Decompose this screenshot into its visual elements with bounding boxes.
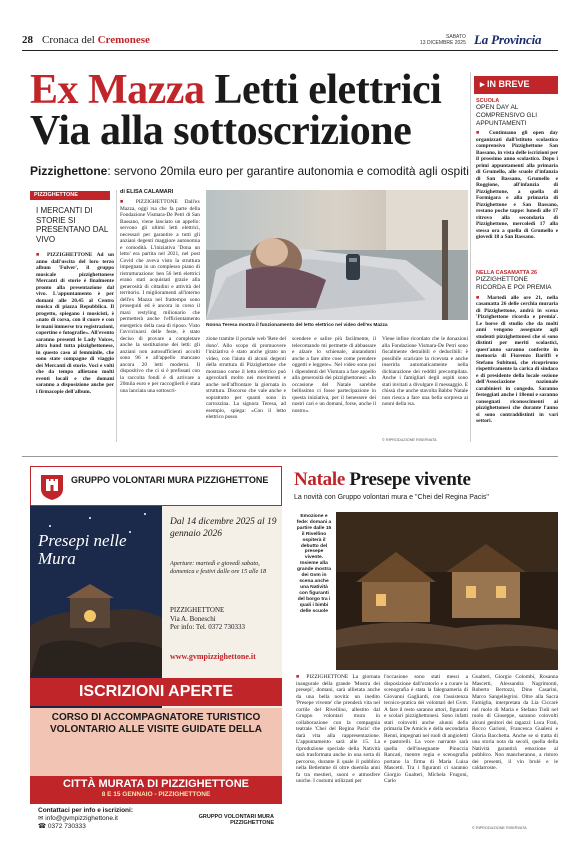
ad-brand-bar (30, 466, 282, 506)
advertisement (30, 466, 282, 828)
square-icon: ■ (120, 199, 129, 205)
article-col-1: ■ PIZZIGHETTONE Dall'ex Mazza, oggi rsa che fa parte della Fondazione Vismara-De Petri di San Bassano, viene lanciato un appello: servono gli ultimi letti elettrici, necessari per garantire a tutti gli anziani degenti maggiore autonomia e comodità. L'iniziativa 'Dona un letto' era partita nel 2021, nel post Covid che aveva visto la struttura impegnata in un complesso piano di ristrutturazione: ben 56 letti elettrici erano stati acquistati grazie alla generosità di cittadini e attività del territorio. I miglioramenti all'interno dell'ex Mazza nel frattempo sono proseguiti ed è ancora in corso il maxi restyling milionario che permetterà anche l'efficientamento energetico della casa di riposo. Visto l'avvicinarsi delle feste, è stato deciso di provare a completare anche la sostituzione dei letti: gli anziani non autosufficienti accolti sono 96 e all'appello mancano ancora 20 letti moderni. Il dispositivo che ci si è prefissati con la raccolta fondi è di arrivare a 20mila euro e per raccoglierli è stata una lanciata una sottoscri- (120, 199, 200, 394)
section-title (42, 34, 150, 46)
headline-line2: Via alla sottoscrizione (30, 108, 412, 154)
ad-dates: Dal 14 dicembre 2025 al 19 gennaio 2026 (170, 517, 277, 539)
ad-opening-hours: Aperture: martedì e giovedì sabato, domenica e festivi dalle ore 15 alle 18 (170, 560, 267, 575)
issue-date (420, 34, 466, 46)
natale-col-1: ■ PIZZIGHETTONE La giornata inaugurale della grande 'Mostra dei presepi', domani, sarà allietata anche da una bella novità: un inedito 'Presepe vivente' che prenderà vita nel cortile del Rivellino, allestito dal Gruppo volontari mura in collaborazione con la compagnia teatrale 'Chei del Regina Pacis' che darà vita alla rappresentazione. L'appuntamento sarà alle 15. La riproduzione speciale della Natività sarà trasformata anche in una sorta di percorso, durante il quale il pubblico nella Betlemme di oltre duemila anni fa tra mestieri, suoni e atmosfere uniche. I costumi utilizzati per (296, 674, 380, 784)
natale-headline (294, 469, 558, 491)
breve-title: OPEN DAY AL COMPRENSIVO GLI APPUNTAMENTI (476, 104, 538, 127)
square-icon: ■ (476, 294, 483, 301)
natale-kicker: Natale (294, 469, 345, 490)
article-col-2: zione tramite il portale web 'Rete del dono'. Allo scopo di promuovere l'iniziativa è stato anche girato un video, con l'aiuto di alcuni degenti della struttura di Pizzighettone che mostrano come il letto elettrico può agevolarli molto nei movimenti e anche nell'affrontare la giornata in struttura. Discorso che vale anche e soprattutto per quanti sono in carrozzina. La signora Teresa, ad esempio, spiega: «Con il letto elettrico posso (206, 336, 286, 420)
ad-phone[interactable]: 0372 730333 (47, 823, 86, 828)
article-photo (206, 190, 468, 320)
natale-col-2: l'occasione sono stati messi a disposizione dall'oratorio e a curare la scenografia è stata la falegnameria di Giovanni Gagliardi, con l'assistenza tecnico-pratica dei volontari del Gvm. A fare il resto saranno attori, figuranti e scolari pizzighettonesi. Sono infatti stati coinvolti anche alunni della primaria De Amicis e della secondaria Renni, impegnati nei ruoli di angioletti e pastorelli. La voce narrante sarà quella dell'insegnante Pinuccia Rancati, mentre regia e scenografia portano la firma di Maria Luisa Mascetti. Tra i figuranti ci saranno Giorgio Gualteri, Michela Frugoni, Carlo (384, 674, 468, 784)
sidebar-divider (470, 72, 471, 442)
header-rule (22, 50, 558, 51)
breve-item-1 (476, 98, 558, 252)
left-tag: PIZZIGHETTONE (30, 191, 110, 200)
square-icon: ■ (476, 130, 484, 137)
page-number: 28 (22, 34, 33, 46)
subheadline (30, 164, 470, 178)
ad-location: PIZZIGHETTONE Via A. Boneschi Per info: Tel. 0372 730333 (170, 606, 246, 631)
left-title: I MERCANTI DI STORIE SI PRESENTANO DAL VIVO (36, 206, 109, 244)
ad-brand-name: GRUPPO VOLONTARI MURA PIZZIGHETTONE (71, 475, 269, 485)
natale-title: Presepe vivente (349, 469, 471, 490)
ad-contacts (30, 804, 282, 828)
headline-title: Letti elettrici (214, 67, 442, 113)
issue-date-full: 13 DICEMBRE 2025 (420, 40, 466, 46)
ad-registration-banner: ISCRIZIONI APERTE (30, 678, 282, 706)
article-col-3: scendere e salire più facilmente, il telecomando mi permette di abbassare e alzare lo schienale, aiutandomi anche a fare altre cose come prendere oggetti e leggere». Nel video sono poi i dipendenti del Vismara a fare appello alla generosità dei pizzighettonesi: «In occasione del Natale sarebbe bellissimo ci fosse partecipazione in questa iniziativa, per il benessere dei nostri cari e un domani, forse, anche il nostro». (292, 336, 376, 414)
issue-day: SABATO (446, 34, 466, 40)
breve-title: PIZZIGHETTONE RICORDA E POI PREMIA (476, 276, 552, 291)
article-rights: © RIPRODUZIONE RISERVATA (382, 438, 437, 442)
square-icon: ■ (36, 252, 43, 258)
natale-subtitle: La novità con Gruppo volontari mura e "Chei del Regina Pacis" (294, 494, 489, 501)
newspaper-logo: La Provincia (474, 32, 542, 47)
article-col-4: Viene infine ricordato che le donazioni alla Fondazione Vismara-De Petri sono fiscalmente detraibili e deducibili: è possibile scaricare la ricevuta e anche inserirla automaticamente nella dichiarazione dei redditi precompilata. Anche i famigliari degli ospiti sono stati invitati a divulgare il messaggio. E chissà che anche stavolta Babbo Natale non riesca a fare una bella sorpresa ai nonni della rsa. (382, 336, 468, 407)
in-breve-label: ▸ IN BREVE (474, 76, 558, 94)
ad-poster-title: Presepi nelle Mura (38, 531, 127, 568)
ad-city-dates: 8 E 15 GENNAIO - PIZZIGHETTONE (101, 791, 211, 798)
subhead-text: : servono 20mila euro per garantire autonomia e comodità agli ospiti (107, 164, 469, 178)
ad-contacts-title: Contattaci per info e iscrizioni: (38, 807, 133, 814)
section-rule (22, 456, 558, 457)
square-icon: ■ (296, 674, 303, 680)
natale-side-caption: Emozione e fede: domani a partire dalle 15 il Rivellino ospiterà il debutto del presepe vivente. Insieme alla grande mostra dei Gvm in scena anche una Natività con figuranti del borgo tra i quali i bimbi delle scuole (296, 514, 332, 614)
email-icon: ✉ (38, 815, 44, 822)
ad-website-link[interactable]: www.gvmpizzighettone.it (170, 652, 256, 661)
phone-icon: ☎ (38, 823, 47, 828)
section-prefix: Cronaca del (42, 34, 95, 46)
headline-kicker: Ex Mazza (30, 67, 205, 113)
natale-photo (336, 512, 558, 670)
breve-item-2 (476, 270, 558, 435)
breve-kicker: NELLA CASAMATTA 26 (476, 270, 538, 276)
left-body: ■ PIZZIGHETTONE Ad un anno dall'uscita del loro terzo album 'Fulver', il gruppo musicale pizzighettonese Mercanti di storie è finalmente pronto alla presentazione dal vivo. L'appuntamento è per domani alle 20.45 al Centro musica di piazza Repubblica. Il progetto, spiegano i musicisti, è «nato di corsa, con il cuore e con le mani immerse tra registrazioni, copertine e fotografie». All'evento saranno presenti le Lady Voices, altra band tutta pizzighettonese, in questo caso al femminile, che sono state compagne di viaggio dei Mercanti di storie. Voci e volti che da tempo allietano molti eventi locali e che domani saranno a disposizione anche per i firmacopie dell'album. (36, 252, 114, 395)
article-author: di ELISA CALAMARI (120, 189, 174, 195)
breve-body: ■ Continuano gli open day organizzati dall'istituto scolastico comprensivo Pizzighettone San Bassano, in vista delle iscrizioni per il prossimo anno scolastico. Dopo i primi appuntamenti alla primaria di Grumello, alle scuole d'infanzia di San Bassano, Grumello e Roggione, all'infanzia di Pizzighettone, a quella di Formigara e alla primaria di Pizzighettone e San Bassano, restano poche tappe: lunedì alle 17 ritrovo alla secondaria di Pizzighettone, mercoledì 17 alla stessa ora a quella di Grumello e giovedì 18 a San Bassano. (476, 130, 558, 241)
breve-body: ■ Martedì alle ore 21, nella casamatta 26 delle cerchia muraria di Pizzighettone, andrà in scena 'Pizzighettone ricorda e premia'. Le borse di studio che da molti anni vengono assegnate agli studenti pizzighettonesi che si sono distinti per meriti scolastici, quest'anno saranno conferite in memoria di Fiorenzo Bariffi e Stefano Subitoni, che ricoprirono rispettivamente la carica di sindaco e di presidente della locale sezione dell'Associazione nazionale carabinieri in congedo. Saranno festeggiati anche i 18enni e saranno consegnati riconoscimenti ai pizzighettonesi che durante l'anno si sono contraddistinti in vari settori. (476, 294, 558, 425)
breve-kicker: SCUOLA (476, 98, 500, 104)
subhead-place: Pizzighettone (30, 164, 108, 178)
section-name: Cremonese (97, 34, 150, 46)
nursing-bed-illustration (206, 190, 468, 320)
castle-crest-icon (39, 473, 65, 501)
column-divider (116, 190, 117, 442)
ad-city-banner: CITTÀ MURATA DI PIZZIGHETTONE 8 E 15 GENNAIO - PIZZIGHETTONE (30, 776, 282, 804)
main-headline (30, 67, 470, 154)
triangle-icon: ▸ (480, 79, 485, 89)
ad-footer-brand: GRUPPO VOLONTARI MURA PIZZIGHETTONE (198, 814, 274, 826)
photo-caption: Nonna Teresa mostra il funzionamento del letto elettrico nel video dell'ex Mazza (206, 323, 388, 328)
nativity-exhibit-illustration (336, 512, 558, 670)
ad-email[interactable]: info@gvmpizzighettone.it (45, 815, 118, 822)
natale-col-3: Gualteri, Giorgio Colombi, Rosanna Mascetti, Alessandra Nagrimonti, Roberto Bertozzi, Dino Casarini, Marco Sangellegrini. Oltre alla Sacra Famiglia, interpretata da Lia Ciccarè nel ruolo di Maria e Stefano Tudi nel ruolo di Giuseppe, saranno coinvolti alcuni genitori dei ragazzi: Luca Frati, Rocco Garioni, Francesca Gualeni e Gloria Bacchetta. Anche se si tratta di una storia nota da secoli, quella della Natività garantirà emozione al pubblico. Non mancheranno, a ristoro dei presenti, il vin brulé e le caldarroste. (472, 674, 558, 771)
natale-rights: © RIPRODUZIONE RISERVATA (472, 826, 527, 830)
ad-course-title: CORSO DI ACCOMPAGNATORE TURISTICO VOLONTARIO ALLE VISITE GUIDATE DELLA (30, 708, 282, 776)
